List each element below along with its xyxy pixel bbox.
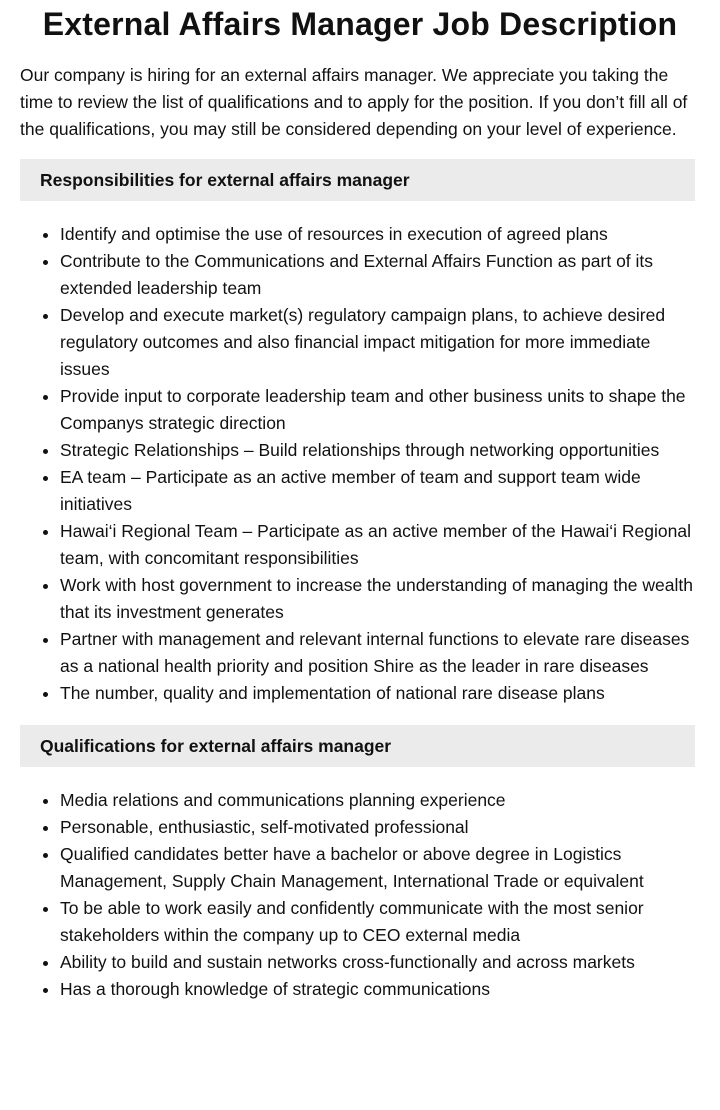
list-item: • Partner with management and relevant internal functions to elevate rare diseases as a national health priority and position Shire as the leader in rare diseases [60,626,700,680]
responsibilities-heading: Responsibilities for external affairs manager [20,159,695,201]
intro-paragraph: Our company is hiring for an external affairs manager. We appreciate you taking the time to review the list of qualifications and to apply for the position. If you don’t fill all of the qualifications, you may still be considered depending on your level of experience. [20,65,688,139]
list-item: • Provide input to corporate leadership team and other business units to shape the Companys strategic direction [60,383,700,437]
list-item: • Hawai‘i Regional Team – Participate as an active member of the Hawai‘i Regional team, with concomitant responsibilities [60,518,700,572]
list-item: • The number, quality and implementation of national rare disease plans [60,680,700,707]
list-item: • Has a thorough knowledge of strategic communications [60,976,700,1003]
list-item: • To be able to work easily and confidently communicate with the most senior stakeholders within the company up to CEO external media [60,895,700,949]
list-item: • Identify and optimise the use of resources in execution of agreed plans [60,221,700,248]
list-item: • Contribute to the Communications and External Affairs Function as part of its extended leadership team [60,248,700,302]
list-item: • Ability to build and sustain networks cross-functionally and across markets [60,949,700,976]
list-item: • Personable, enthusiastic, self-motivated professional [60,814,700,841]
list-item: • Work with host government to increase the understanding of managing the wealth that its investment generates [60,572,700,626]
qualifications-heading: Qualifications for external affairs manager [20,725,695,767]
list-item: • EA team – Participate as an active member of team and support team wide initiatives [60,464,700,518]
list-item: • Strategic Relationships – Build relationships through networking opportunities [60,437,700,464]
list-item: • Media relations and communications planning experience [60,787,700,814]
list-item: • Develop and execute market(s) regulatory campaign plans, to achieve desired regulatory outcomes and also financial impact mitigation for more immediate issues [60,302,700,383]
qualifications-list [20,787,700,1003]
list-item: • Qualified candidates better have a bachelor or above degree in Logistics Management, Supply Chain Management, International Trade or equivalent [60,841,700,895]
page-title: External Affairs Manager Job Description [42,6,678,42]
responsibilities-list [20,221,700,707]
